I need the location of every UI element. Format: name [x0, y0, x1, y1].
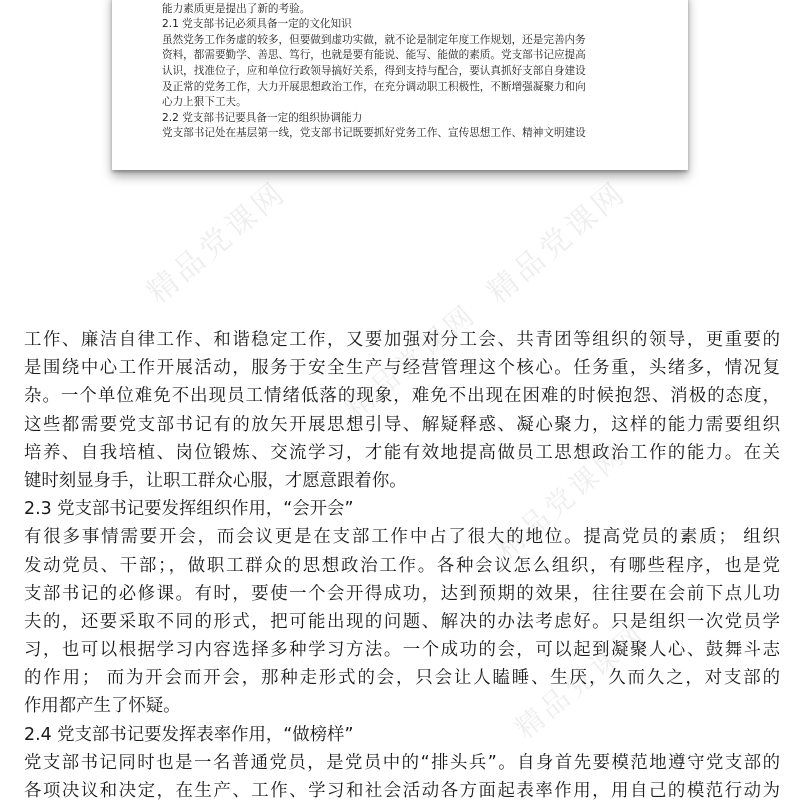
- body-line: 发动党员、干部；，做职工群众的思想政治工作。各种会议怎么组织，有哪些程序，也是党: [24, 555, 780, 576]
- document-body: [24, 326, 780, 800]
- body-line: 习，也可以根据学习内容选择多种学习方法。一个成功的会，可以起到凝聚人心、鼓舞斗志: [24, 640, 780, 661]
- body-line: 的作用； 而为开会而开会，那种走形式的会，只会让人瞌睡、生厌，久而久之，对支部的: [24, 668, 780, 689]
- body-line: 支部书记的必修课。有时，要使一个会开得成功，达到预期的效果，往往要在会前下点儿功: [24, 583, 780, 604]
- body-line: 作用都产生了怀疑。: [24, 696, 181, 717]
- preview-line: 党支部书记处在基层第一线，党支部书记既要抓好党务工作、宣传思想工作、精神文明建设: [162, 127, 586, 140]
- body-line: 键时刻显身手，让职工群众心服，才愿意跟着你。: [24, 470, 407, 491]
- preview-line: 能力素质更是提出了新的考验。: [162, 2, 311, 15]
- watermark: 精品党课网: [480, 174, 634, 311]
- document-preview-card: [112, 0, 688, 170]
- body-line: 培养、自我培植、岗位锻炼、交流学习，才能有效地提高做员工思想政治工作的能力。在关: [24, 442, 780, 463]
- preview-line: 资料，都需要勤学、善思、笃行，也就是要有能说、能写、能做的素质。党支部书记应提高: [162, 49, 586, 62]
- watermark: 精品党课网: [489, 437, 633, 566]
- body-line: 这些都需要党支部书记有的放矢开展思想引导、解疑释惑、凝心聚力，这样的能力需要组织: [24, 414, 780, 435]
- section-heading: 2.3 党支部书记要发挥组织作用，“会开会”: [24, 499, 354, 520]
- body-line: 有很多事情需要开会，而会议更是在支部工作中占了很大的地位。提高党员的素质； 组织: [24, 527, 780, 548]
- preview-heading: 2.2 党支部书记要具备一定的组织协调能力: [162, 111, 363, 124]
- body-line: 杂。一个单位难免不出现员工情绪低落的现象，难免不出现在困难的时候抱怨、消极的态度，: [24, 386, 780, 407]
- body-line: 党支部书记同时也是一名普通党员，是党员中的“排头兵”。自身首先要模范地遵守党支部的: [24, 752, 780, 773]
- preview-line: 认识，找准位子，应和单位行政领导搞好关系，得到支持与配合，要认真抓好支部自身建设: [162, 64, 586, 77]
- preview-line: 及正常的党务工作，大力开展思想政治工作，在充分调动职工积极性，不断增强凝聚力和向: [162, 80, 586, 93]
- section-heading: 2.4 党支部书记要发挥表率作用，“做榜样”: [24, 724, 354, 745]
- watermark: 精品党课网: [339, 297, 483, 426]
- watermark: 精品党课网: [509, 617, 653, 746]
- preview-heading: 2.1 党支部书记必须具备一定的文化知识: [162, 18, 352, 31]
- body-line: 夫的，还要采取不同的形式，把可能出现的问题、解决的办法考虑好。只是组织一次党员学: [24, 611, 780, 632]
- body-line: 是围绕中心工作开展活动，服务于安全生产与经营管理这个核心。任务重，头绪多，情况复: [24, 358, 780, 379]
- body-line: 工作、廉洁自律工作、和谐稳定工作，又要加强对分工会、共青团等组织的领导，更重要的: [24, 330, 780, 350]
- watermark: 精品党课网: [140, 174, 294, 311]
- preview-line: 心力上狠下工夫。: [162, 96, 247, 109]
- body-line: 各项决议和决定，在生产、工作、学习和社会活动各方面起表率作用，用自己的模范行动为: [24, 781, 780, 800]
- preview-line: 虽然党务工作务虚的较多，但要做到虚功实做，就不论是制定年度工作规划，还是完善内务: [162, 33, 586, 46]
- document-preview-text: [162, 0, 662, 142]
